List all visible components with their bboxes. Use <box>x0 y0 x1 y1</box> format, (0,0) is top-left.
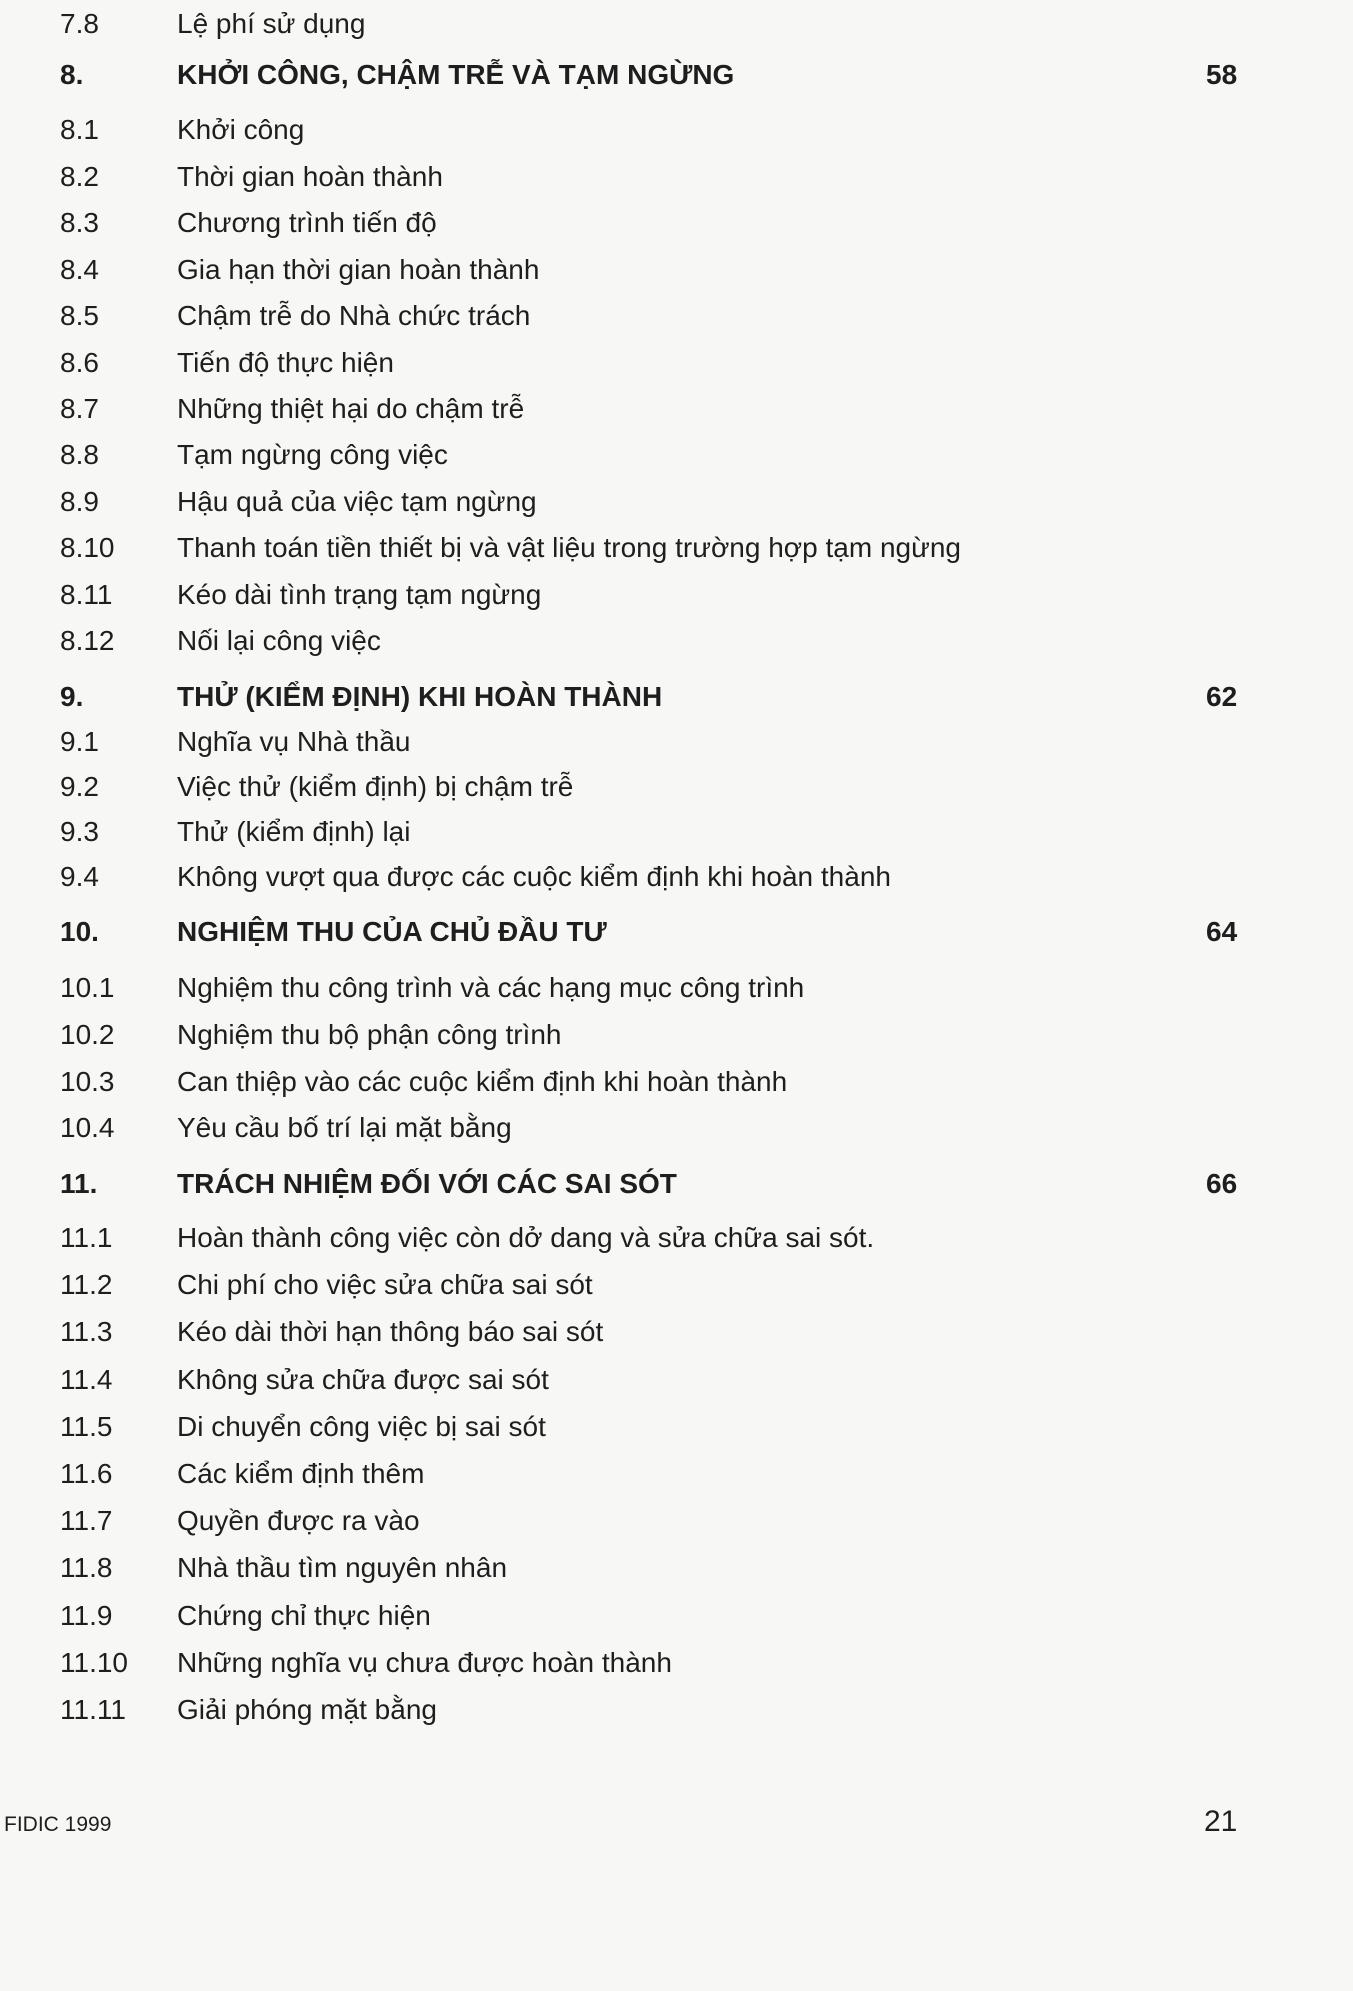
toc-entry-row <box>0 435 1353 475</box>
toc-entry-number: 11.11 <box>60 1694 126 1725</box>
toc-entry-number: 11.6 <box>60 1458 113 1489</box>
toc-entry-title: THỬ (KIỂM ĐỊNH) KHI HOÀN THÀNH <box>177 681 663 712</box>
toc-entry-title: Thử (kiểm định) lại <box>177 816 411 847</box>
toc-page-number: 58 <box>1206 59 1238 90</box>
toc-entry-number: 8.5 <box>60 300 99 331</box>
toc-entry-title: Thanh toán tiền thiết bị và vật liệu trong trường hợp tạm ngừng <box>177 532 961 563</box>
toc-entry-number: 10.4 <box>60 1112 115 1143</box>
toc-entry-row <box>0 1015 1353 1055</box>
toc-entry-row <box>0 482 1353 522</box>
toc-entry-number: 9.1 <box>60 726 99 757</box>
toc-section-row <box>0 1164 1353 1204</box>
toc-entry-title: Không sửa chữa được sai sót <box>177 1364 549 1395</box>
toc-entry-title: Yêu cầu bố trí lại mặt bằng <box>177 1112 512 1143</box>
toc-entry-title: Khởi công <box>177 114 305 145</box>
toc-entry-title: Nhà thầu tìm nguyên nhân <box>177 1552 508 1583</box>
toc-entry-row <box>0 1407 1353 1447</box>
toc-entry-title: Giải phóng mặt bằng <box>177 1694 437 1725</box>
toc-entry-title: NGHIỆM THU CỦA CHỦ ĐẦU TƯ <box>177 916 607 947</box>
toc-page-number: 62 <box>1206 681 1238 712</box>
toc-entry-number: 9.2 <box>60 771 99 802</box>
toc-entry-title: Chậm trễ do Nhà chức trách <box>177 300 531 331</box>
toc-entry-title: Quyền được ra vào <box>177 1505 420 1536</box>
toc-entry-number: 11.10 <box>60 1647 128 1678</box>
toc-entry-title: Di chuyển công việc bị sai sót <box>177 1411 546 1442</box>
toc-entry-row <box>0 1501 1353 1541</box>
toc-entry-title: Tiến độ thực hiện <box>177 347 394 378</box>
footer-page-number: 21 <box>1204 1805 1238 1838</box>
toc-entry-number: 8.11 <box>60 579 113 610</box>
toc-entry-title: Lệ phí sử dụng <box>177 8 366 39</box>
toc-entry-number: 9.3 <box>60 816 99 847</box>
toc-entry-title: Can thiệp vào các cuộc kiểm định khi hoàn thành <box>177 1066 788 1097</box>
toc-entry-row <box>0 250 1353 290</box>
toc-entry-number: 8.1 <box>60 114 99 145</box>
toc-entry-row <box>0 296 1353 336</box>
toc-entry-number: 7.8 <box>60 8 99 39</box>
toc-entry-number: 10.3 <box>60 1066 115 1097</box>
toc-entry-title: Việc thử (kiểm định) bị chậm trễ <box>177 771 574 802</box>
toc-entry-row <box>0 157 1353 197</box>
toc-entry-number: 8. <box>60 59 84 90</box>
toc-entry-row <box>0 621 1353 661</box>
toc-entry-row <box>0 1548 1353 1588</box>
toc-entry-title: Nối lại công việc <box>177 625 381 656</box>
toc-entry-row <box>0 812 1353 852</box>
toc-entry-title: Nghĩa vụ Nhà thầu <box>177 726 411 757</box>
toc-entry-title: Nghiệm thu bộ phận công trình <box>177 1019 562 1050</box>
toc-entry-title: TRÁCH NHIỆM ĐỐI VỚI CÁC SAI SÓT <box>177 1168 677 1199</box>
toc-entry-row <box>0 1690 1353 1730</box>
toc-entry-number: 8.2 <box>60 161 99 192</box>
toc-entry-row <box>0 857 1353 897</box>
toc-entry-title: KHỞI CÔNG, CHẬM TRỄ VÀ TẠM NGỪNG <box>177 59 735 90</box>
toc-entry-title: Nghiệm thu công trình và các hạng mục công trình <box>177 972 805 1003</box>
toc-section-row <box>0 912 1353 952</box>
toc-entry-row <box>0 1643 1353 1683</box>
toc-entry-title: Các kiểm định thêm <box>177 1458 425 1489</box>
toc-entry-number: 11.8 <box>60 1552 113 1583</box>
toc-entry-row <box>0 389 1353 429</box>
toc-entry-row <box>0 343 1353 383</box>
footer-publication: FIDIC 1999 <box>4 1813 112 1836</box>
toc-section-row <box>0 677 1353 717</box>
toc-entry-title: Không vượt qua được các cuộc kiểm định khi hoàn thành <box>177 861 891 892</box>
toc-entry-title: Chi phí cho việc sửa chữa sai sót <box>177 1269 593 1300</box>
toc-entry-row <box>0 1062 1353 1102</box>
toc-entry-row <box>0 1108 1353 1148</box>
toc-entry-number: 11.5 <box>60 1411 113 1442</box>
toc-entry-title: Kéo dài tình trạng tạm ngừng <box>177 579 542 610</box>
toc-entry-row <box>0 1265 1353 1305</box>
toc-entry-title: Gia hạn thời gian hoàn thành <box>177 254 540 285</box>
toc-entry-title: Hoàn thành công việc còn dở dang và sửa chữa sai sót. <box>177 1222 875 1253</box>
toc-entry-number: 10.1 <box>60 972 115 1003</box>
toc-entry-number: 10. <box>60 916 99 947</box>
toc-entry-row <box>0 1360 1353 1400</box>
toc-entry-row <box>0 1312 1353 1352</box>
toc-entry-title: Thời gian hoàn thành <box>177 161 443 192</box>
toc-entry-number: 11. <box>60 1168 98 1199</box>
toc-page-number: 64 <box>1206 916 1238 947</box>
toc-entry-number: 8.3 <box>60 207 99 238</box>
toc-entry-number: 11.2 <box>60 1269 113 1300</box>
toc-entry-row <box>0 1596 1353 1636</box>
toc-entry-number: 8.9 <box>60 486 99 517</box>
toc-entry-title: Chương trình tiến độ <box>177 207 437 238</box>
toc-entry-row <box>0 722 1353 762</box>
toc-entry-title: Kéo dài thời hạn thông báo sai sót <box>177 1316 604 1347</box>
toc-entry-number: 9.4 <box>60 861 99 892</box>
toc-entry-title: Những nghĩa vụ chưa được hoàn thành <box>177 1647 672 1678</box>
toc-entry-title: Những thiệt hại do chậm trễ <box>177 393 525 424</box>
toc-entry-row <box>0 1454 1353 1494</box>
toc-entry-row <box>0 575 1353 615</box>
toc-entry-number: 8.4 <box>60 254 99 285</box>
toc-entry-number: 8.7 <box>60 393 99 424</box>
toc-section-row <box>0 55 1353 95</box>
toc-entry-row <box>0 203 1353 243</box>
toc-entry-number: 8.10 <box>60 532 115 563</box>
toc-page-number: 66 <box>1206 1168 1238 1199</box>
toc-entry-number: 11.1 <box>60 1222 113 1253</box>
toc-entry-number: 11.3 <box>60 1316 113 1347</box>
toc-entry-number: 8.8 <box>60 439 99 470</box>
toc-entry-row <box>0 4 1353 44</box>
toc-entry-row <box>0 767 1353 807</box>
toc-entry-row <box>0 110 1353 150</box>
toc-entry-row <box>0 528 1353 568</box>
toc-entry-number: 8.6 <box>60 347 99 378</box>
toc-entry-number: 11.4 <box>60 1364 113 1395</box>
toc-entry-number: 9. <box>60 681 84 712</box>
toc-entry-title: Tạm ngừng công việc <box>177 439 448 470</box>
toc-entry-number: 10.2 <box>60 1019 115 1050</box>
toc-entry-row <box>0 968 1353 1008</box>
toc-entry-title: Chứng chỉ thực hiện <box>177 1600 431 1631</box>
toc-entry-title: Hậu quả của việc tạm ngừng <box>177 486 537 517</box>
toc-entry-row <box>0 1218 1353 1258</box>
toc-entry-number: 11.7 <box>60 1505 113 1536</box>
toc-entry-number: 8.12 <box>60 625 115 656</box>
toc-entry-number: 11.9 <box>60 1600 113 1631</box>
